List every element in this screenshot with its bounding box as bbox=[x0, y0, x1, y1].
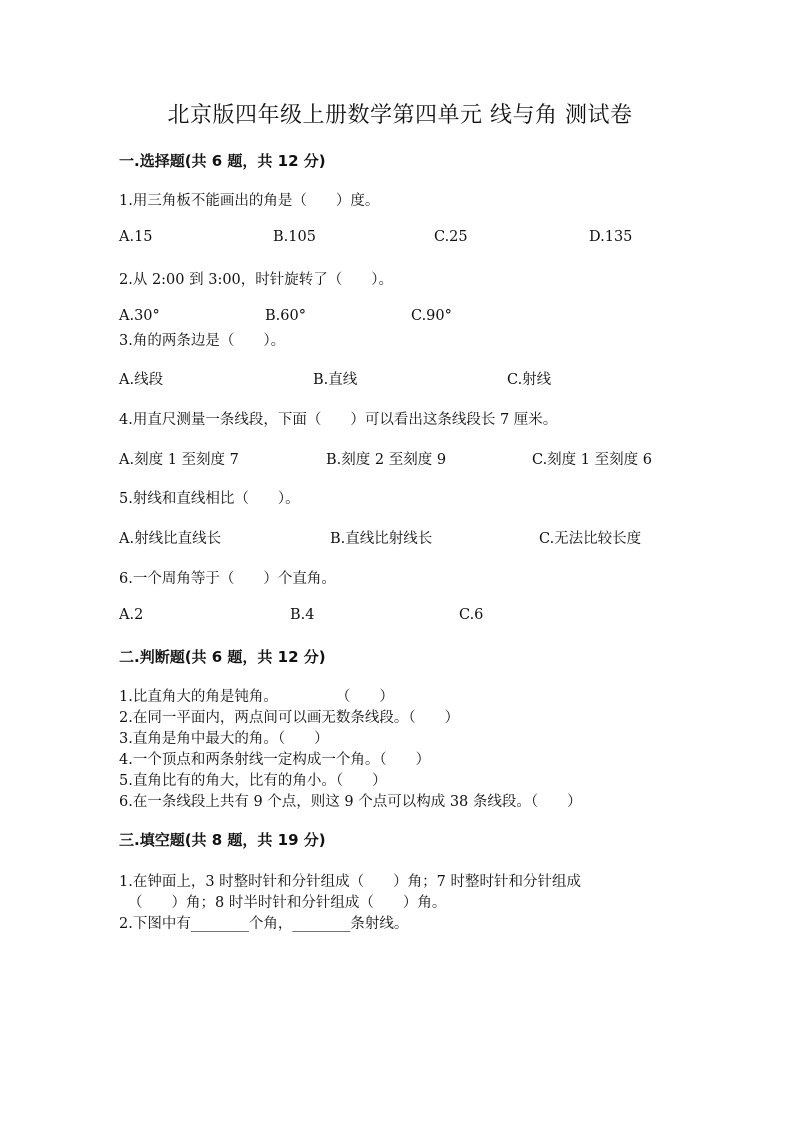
question-5: 5.射线和直线相比（ ）。 bbox=[119, 491, 300, 507]
option-1a: A.15 bbox=[119, 229, 153, 245]
option-3b: B.直线 bbox=[313, 372, 358, 388]
option-4a: A.刻度 1 至刻度 7 bbox=[119, 452, 239, 468]
judge-item-6: 6.在一条线段上共有 9 个点，则这 9 个点可以构成 38 条线段。（ ） bbox=[119, 794, 582, 810]
option-2b: B.60° bbox=[265, 308, 306, 324]
judge-item-2: 2.在同一平面内，两点间可以画无数条线段。（ ） bbox=[119, 710, 460, 726]
option-4b: B.刻度 2 至刻度 9 bbox=[326, 452, 447, 468]
fill-question-2: 2.下图中有________个角，________条射线。 bbox=[119, 916, 409, 932]
option-5c: C.无法比较长度 bbox=[539, 531, 642, 547]
judge-item-3: 3.直角是角中最大的角。（ ） bbox=[119, 731, 329, 747]
option-1c: C.25 bbox=[434, 229, 468, 245]
option-4c: C.刻度 1 至刻度 6 bbox=[532, 452, 652, 468]
judge-item-4: 4.一个顶点和两条射线一定构成一个角。（ ） bbox=[119, 752, 431, 768]
option-5b: B.直线比射线长 bbox=[330, 531, 433, 547]
question-2: 2.从 2:00 到 3:00，时针旋转了（ ）。 bbox=[119, 272, 394, 288]
judge-item-5: 5.直角比有的角大，比有的角小。（ ） bbox=[119, 773, 387, 789]
option-5a: A.射线比直线长 bbox=[119, 531, 222, 547]
fill-question-1-line-1: 1.在钟面上，3 时整时针和分针组成（ ）角；7 时整时针和分针组成 bbox=[119, 874, 582, 890]
option-2c: C.90° bbox=[411, 308, 452, 324]
question-3: 3.角的两条边是（ ）。 bbox=[119, 333, 286, 349]
option-6b: B.4 bbox=[290, 607, 315, 623]
option-3a: A.线段 bbox=[119, 372, 164, 388]
question-6: 6.一个周角等于（ ）个直角。 bbox=[119, 571, 336, 587]
option-1b: B.105 bbox=[273, 229, 316, 245]
section-heading-fill: 三.填空题(共 8 题，共 19 分) bbox=[119, 831, 326, 849]
option-1d: D.135 bbox=[589, 229, 633, 245]
question-1: 1.用三角板不能画出的角是（ ）度。 bbox=[119, 193, 380, 209]
page-title: 北京版四年级上册数学第四单元 线与角 测试卷 bbox=[167, 103, 633, 128]
section-heading-judge: 二.判断题(共 6 题，共 12 分) bbox=[119, 648, 326, 666]
option-6a: A.2 bbox=[119, 607, 144, 623]
section-heading-choice: 一.选择题(共 6 题，共 12 分) bbox=[119, 152, 326, 170]
fill-question-1-line-2: （ ）角；8 时半时针和分针组成（ ）角。 bbox=[128, 895, 447, 911]
question-4: 4.用直尺测量一条线段，下面（ ）可以看出这条线段长 7 厘米。 bbox=[119, 412, 558, 428]
judge-item-1: 1.比直角大的角是钝角。 （ ） bbox=[119, 689, 394, 705]
option-6c: C.6 bbox=[459, 607, 484, 623]
option-2a: A.30° bbox=[119, 308, 160, 324]
option-3c: C.射线 bbox=[507, 372, 552, 388]
